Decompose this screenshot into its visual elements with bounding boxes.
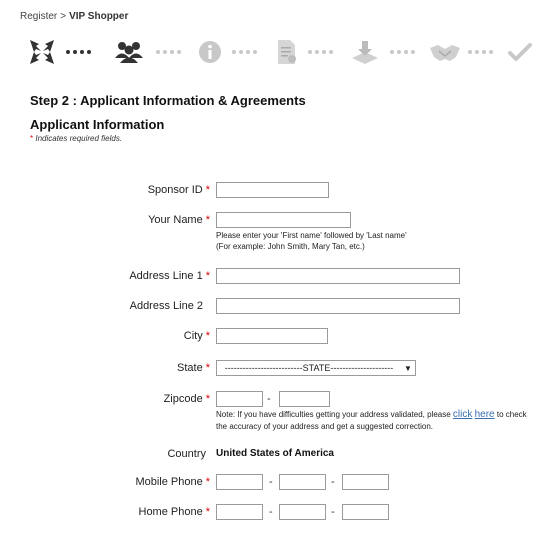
address-validation-note: Note: If you have difficulties getting your address validated, please click here to check the accuracy of your address and get a suggested correction. <box>216 409 527 431</box>
address-line-2-input[interactable] <box>216 298 460 314</box>
zipcode-part1-input[interactable] <box>216 391 263 407</box>
address-line-2-label: Address Line 2 <box>129 300 203 312</box>
step-connector <box>468 50 493 54</box>
breadcrumb-root[interactable]: Register <box>20 11 58 22</box>
step-connector <box>308 50 333 54</box>
mobile-phone-part1-input[interactable] <box>216 474 263 490</box>
breadcrumb-separator: > <box>60 11 67 22</box>
required-star: * <box>205 270 210 282</box>
home-phone-part1-input[interactable] <box>216 504 263 520</box>
home-phone-part2-input[interactable] <box>279 504 326 520</box>
step-connector <box>66 50 91 54</box>
required-star: * <box>30 134 34 143</box>
breadcrumb <box>20 11 128 22</box>
step-connector <box>232 50 257 54</box>
mobile-phone-separator: - <box>269 476 273 488</box>
info-icon <box>196 38 224 66</box>
mobile-phone-label: Mobile Phone * <box>135 476 210 488</box>
here-link[interactable]: here <box>474 409 495 420</box>
mobile-phone-part3-input[interactable] <box>342 474 389 490</box>
arrows-collapse-icon <box>28 38 56 66</box>
state-label: State * <box>177 362 210 374</box>
your-name-hint: Please enter your 'First name' followed by 'Last name' (For example: John Smith, Mary Tan, etc.) <box>216 231 407 251</box>
required-star: * <box>205 506 210 518</box>
home-phone-part3-input[interactable] <box>342 504 389 520</box>
required-fields-note <box>30 134 122 143</box>
state-select[interactable] <box>216 360 416 376</box>
state-selected-value: --------------------------STATE--------------------- <box>224 363 394 373</box>
required-star: * <box>205 362 210 374</box>
city-label: City * <box>183 330 210 342</box>
required-star: * <box>205 214 210 226</box>
step-connector <box>156 50 181 54</box>
your-name-label: Your Name * <box>148 214 210 226</box>
download-tray-icon <box>350 38 380 66</box>
sponsor-id-label: Sponsor ID * <box>147 184 210 196</box>
home-phone-separator: - <box>331 506 335 518</box>
mobile-phone-part2-input[interactable] <box>279 474 326 490</box>
required-star: * <box>205 476 210 488</box>
click-link[interactable]: click <box>452 409 473 420</box>
handshake-icon <box>428 38 462 66</box>
city-input[interactable] <box>216 328 328 344</box>
section-title: Applicant Information <box>30 117 165 132</box>
your-name-input[interactable] <box>216 212 351 228</box>
zipcode-part2-input[interactable] <box>279 391 330 407</box>
dropdown-arrow-icon: ▼ <box>404 363 412 373</box>
step-connector <box>390 50 415 54</box>
users-group-icon <box>112 38 148 66</box>
required-star: * <box>205 393 210 405</box>
document-icon <box>272 38 300 66</box>
country-label: Country <box>167 448 206 460</box>
zipcode-label: Zipcode * <box>163 393 210 405</box>
country-value: United States of America <box>216 448 334 459</box>
sponsor-id-input[interactable] <box>216 182 329 198</box>
address-line-1-input[interactable] <box>216 268 460 284</box>
step-progress <box>28 38 528 68</box>
home-phone-label: Home Phone * <box>138 506 210 518</box>
home-phone-separator: - <box>269 506 273 518</box>
required-star: * <box>205 184 210 196</box>
required-star: * <box>205 330 210 342</box>
breadcrumb-current: VIP Shopper <box>69 11 129 22</box>
checkmark-icon <box>506 38 534 66</box>
step-title: Step 2 : Applicant Information & Agreements <box>30 93 306 108</box>
zipcode-separator: - <box>267 393 271 405</box>
required-note-text: Indicates required fields. <box>35 134 123 143</box>
address-line-1-label: Address Line 1 * <box>129 270 210 282</box>
mobile-phone-separator: - <box>331 476 335 488</box>
